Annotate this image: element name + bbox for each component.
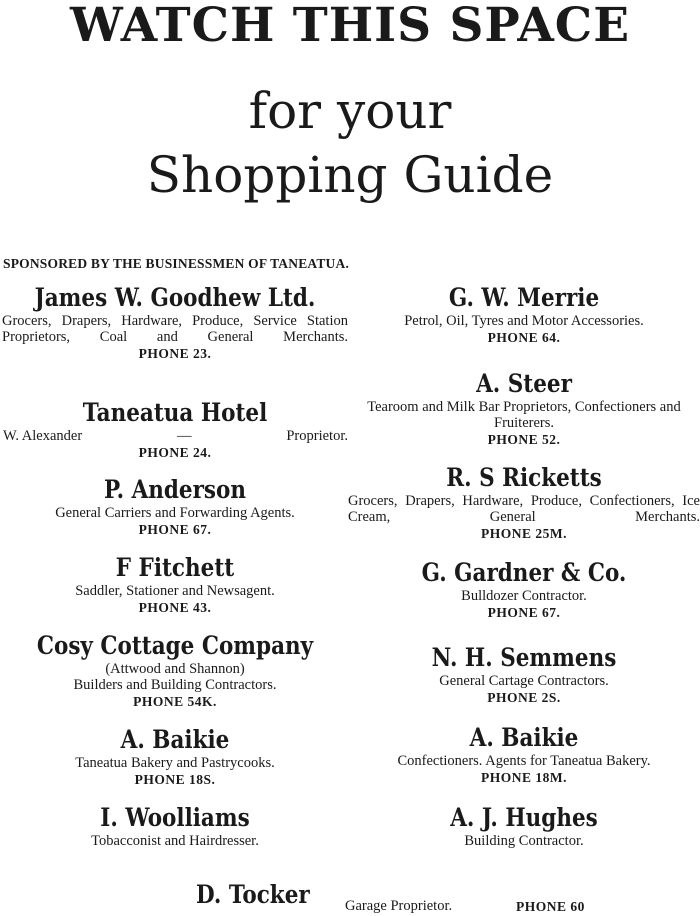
listing-cosy-cottage xyxy=(0,631,350,725)
listing-phone: PHONE 67. xyxy=(138,522,212,537)
listing-name: R. S Ricketts xyxy=(446,463,602,492)
listing-phone: PHONE 23. xyxy=(138,346,212,361)
listing-description: Confectioners. Agents for Taneatua Bakery. xyxy=(397,753,651,769)
listing-name: A. Steer xyxy=(476,369,572,398)
listing-description: General Carriers and Forwarding Agents. xyxy=(55,505,295,521)
headline-for-your: for your xyxy=(248,82,452,140)
listing-phone: PHONE 43. xyxy=(138,600,212,615)
headline-shopping-guide: Shopping Guide xyxy=(146,146,554,204)
listing-tocker xyxy=(0,880,700,914)
listing-hughes xyxy=(348,803,700,863)
listing-phone: PHONE 54K. xyxy=(133,694,217,709)
listing-description: Grocers, Drapers, Hardware, Produce, Service Station Proprietors, Coal and General Merchants. xyxy=(2,313,348,345)
listing-description: General Cartage Contractors. xyxy=(439,673,609,689)
listing-anderson xyxy=(0,475,350,553)
listing-phone: PHONE 67. xyxy=(487,605,561,620)
listing-description: Taneatua Bakery and Pastrycooks. xyxy=(75,755,275,771)
listing-gardner xyxy=(348,558,700,643)
listing-proprietor-line xyxy=(0,428,350,444)
listing-woolliams xyxy=(0,803,350,863)
right-column xyxy=(348,283,700,863)
listing-name: James W. Goodhew Ltd. xyxy=(34,283,316,312)
listing-phone: PHONE 25M. xyxy=(481,526,567,541)
proprietor-role: Proprietor. xyxy=(286,428,348,444)
listing-steer xyxy=(348,369,700,463)
listing-name: G. W. Merrie xyxy=(448,283,600,312)
listing-phone: PHONE 24. xyxy=(138,445,212,460)
left-column xyxy=(0,283,350,863)
listing-baikie-right xyxy=(348,723,700,803)
listing-merrie xyxy=(348,283,700,369)
listing-name: Taneatua Hotel xyxy=(82,398,268,427)
listing-name: I. Woolliams xyxy=(100,803,250,832)
listing-baikie-left xyxy=(0,725,350,803)
listing-note: (Attwood and Shannon) xyxy=(105,661,245,677)
listing-fitchett xyxy=(0,553,350,631)
listing-name: Cosy Cottage Company xyxy=(36,631,314,660)
listing-description: Builders and Building Contractors. xyxy=(73,677,277,693)
listing-phone: PHONE 52. xyxy=(487,432,561,447)
listing-taneatua-hotel xyxy=(0,398,350,475)
listing-phone: PHONE 18M. xyxy=(481,770,567,785)
listing-description: Bulldozer Contractor. xyxy=(461,588,587,604)
headline-watch: WATCH THIS SPACE xyxy=(69,0,631,53)
listing-name: A. Baikie xyxy=(469,723,579,752)
listing-phone: PHONE 18S. xyxy=(134,772,216,787)
listing-name: P. Anderson xyxy=(103,475,247,504)
listing-description: Tearoom and Milk Bar Proprietors, Confectioners and Fruiterers. xyxy=(367,399,681,431)
sponsor-line: SPONSORED BY THE BUSINESSMEN OF TANEATUA. xyxy=(3,256,350,271)
listing-phone: PHONE 2S. xyxy=(487,690,561,705)
listing-description: Saddler, Stationer and Newsagent. xyxy=(75,583,275,599)
listing-ricketts xyxy=(348,463,700,558)
proprietor-dash: — xyxy=(177,428,192,444)
listing-description: Garage Proprietor. xyxy=(345,898,453,914)
listing-name: D. Tocker xyxy=(196,880,310,909)
listing-description: Petrol, Oil, Tyres and Motor Accessories. xyxy=(404,313,644,329)
listing-name: N. H. Semmens xyxy=(431,643,617,672)
listing-goodhew xyxy=(0,283,350,398)
listing-name: A. Baikie xyxy=(120,725,230,754)
listing-phone: PHONE 64. xyxy=(487,330,561,345)
listing-description: Grocers, Drapers, Hardware, Produce, Confectioners, Ice Cream, General Merchants. xyxy=(348,493,700,525)
listing-semmens xyxy=(348,643,700,723)
listing-description: Tobacconist and Hairdresser. xyxy=(91,833,259,849)
listing-description: Building Contractor. xyxy=(464,833,584,849)
listing-name: F Fitchett xyxy=(115,553,235,582)
listing-name: A. J. Hughes xyxy=(450,803,598,832)
listing-name: G. Gardner & Co. xyxy=(421,558,627,587)
listing-phone: PHONE 60 xyxy=(516,899,585,914)
proprietor-name: W. Alexander xyxy=(3,428,83,444)
